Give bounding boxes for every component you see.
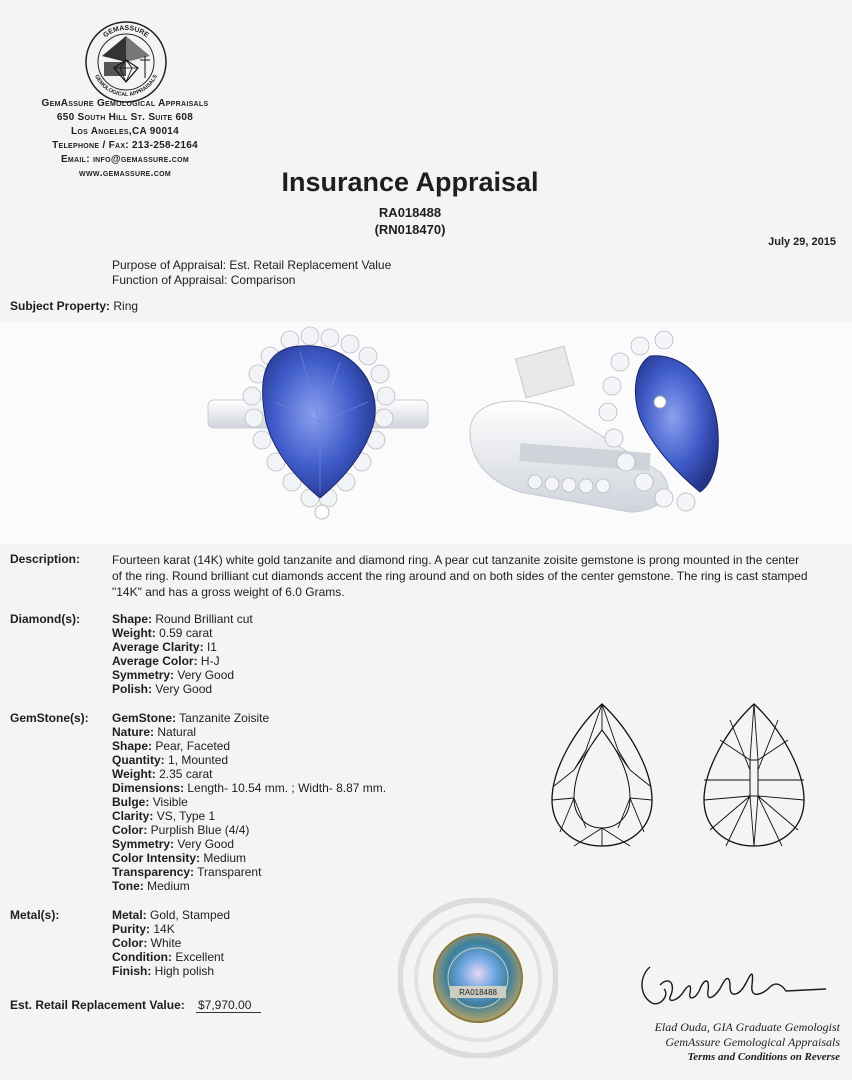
company-phone: Telephone / Fax: 213-258-2164 bbox=[52, 140, 198, 151]
diamond-field: Shape: Round Brilliant cut bbox=[112, 612, 253, 626]
company-address-line2: Los Angeles,CA 90014 bbox=[70, 126, 180, 137]
appraisal-number: RA018488 bbox=[378, 205, 442, 220]
diamonds-label: Diamond(s): bbox=[10, 612, 80, 626]
diamond-field: Symmetry: Very Good bbox=[112, 668, 235, 682]
description-text: Fourteen karat (14K) white gold tanzanite and diamond ring. A pear cut tanzanite zoisite gemstone is prong mounted in the center of the ring. Round brilliant cut diamonds accent the ring around and on both sides of the center gemstone. The ring is cast stamped "14K" and has a gross weight of 6.0 Grams. bbox=[112, 553, 808, 599]
gemstone-field: Bulge: Visible bbox=[112, 795, 188, 809]
metal-field: Color: White bbox=[112, 936, 182, 950]
appraisal-date: July 29, 2015 bbox=[768, 236, 836, 248]
terms-note: Terms and Conditions on Reverse bbox=[687, 1051, 840, 1063]
purpose-of-appraisal: Purpose of Appraisal: Est. Retail Replacement Value bbox=[112, 258, 392, 272]
gemstone-field: GemStone: Tanzanite Zoisite bbox=[112, 711, 270, 725]
gemstone-fields bbox=[112, 711, 386, 893]
signature bbox=[630, 945, 830, 1015]
seal-number: RA018488 bbox=[459, 988, 497, 997]
gemstone-field: Clarity: VS, Type 1 bbox=[112, 809, 216, 823]
diamond-field: Average Clarity: I1 bbox=[112, 640, 217, 654]
gemassure-logo bbox=[84, 20, 168, 104]
function-of-appraisal: Function of Appraisal: Comparison bbox=[112, 273, 296, 287]
metals-label: Metal(s): bbox=[10, 908, 60, 922]
logo-top-text: GEMASSURE bbox=[102, 24, 150, 40]
subject-property bbox=[10, 299, 138, 313]
signer-name: Elad Ouda, GIA Graduate Gemologist bbox=[654, 1020, 840, 1034]
gemstone-field: Shape: Pear, Faceted bbox=[112, 739, 231, 753]
gemstone-field: Symmetry: Very Good bbox=[112, 837, 235, 851]
gemstone-field: Color Intensity: Medium bbox=[112, 851, 247, 865]
hologram-seal bbox=[398, 898, 558, 1058]
metal-field: Metal: Gold, Stamped bbox=[112, 908, 231, 922]
reference-number: (RN018470) bbox=[374, 222, 446, 237]
metal-field: Condition: Excellent bbox=[112, 950, 225, 964]
ring-front-photo bbox=[208, 327, 428, 519]
metal-fields bbox=[112, 908, 230, 978]
metal-field: Purity: 14K bbox=[112, 922, 175, 936]
gemstone-label: GemStone(s): bbox=[10, 711, 89, 725]
company-website: www.gemassure.com bbox=[79, 168, 171, 179]
diamond-field: Weight: 0.59 carat bbox=[112, 626, 213, 640]
company-email: Email: info@gemassure.com bbox=[60, 154, 190, 165]
company-name: GemAssure Gemological Appraisals bbox=[41, 98, 209, 109]
subject-label: Subject Property: bbox=[10, 299, 111, 313]
replacement-value-label: Est. Retail Replacement Value: bbox=[10, 998, 185, 1012]
logo-bottom-text: GEMOLOGICAL APPRAISALS bbox=[93, 73, 159, 99]
diamond-field: Polish: Very Good bbox=[112, 682, 213, 696]
purpose-block bbox=[112, 258, 391, 288]
gemstone-field: Weight: 2.35 carat bbox=[112, 767, 213, 781]
replacement-value: $7,970.00 bbox=[196, 998, 261, 1013]
gemstone-field: Color: Purplish Blue (4/4) bbox=[112, 823, 250, 837]
diamond-field: Average Color: H-J bbox=[112, 654, 220, 668]
gemstone-field: Tone: Medium bbox=[112, 879, 190, 893]
gemstone-field: Nature: Natural bbox=[112, 725, 197, 739]
ring-photos bbox=[0, 322, 852, 544]
pear-pavilion-diagram bbox=[700, 700, 808, 850]
subject-value: Ring bbox=[113, 299, 139, 313]
company-address-line1: 650 South Hill St. Suite 608 bbox=[56, 112, 194, 123]
signer-block bbox=[560, 1020, 840, 1065]
description-label: Description: bbox=[10, 552, 81, 566]
metal-field: Finish: High polish bbox=[112, 964, 215, 978]
gemstone-field: Quantity: 1, Mounted bbox=[112, 753, 229, 767]
pear-crown-diagram bbox=[548, 700, 656, 850]
signer-company: GemAssure Gemological Appraisals bbox=[665, 1035, 840, 1049]
gemstone-field: Dimensions: Length- 10.54 mm. ; Width- 8.87 mm. bbox=[112, 781, 387, 795]
diamonds-fields bbox=[112, 612, 253, 696]
document-title: Insurance Appraisal bbox=[281, 167, 539, 197]
gemstone-field: Transparency: Transparent bbox=[112, 865, 262, 879]
ring-side-photo bbox=[470, 331, 718, 512]
